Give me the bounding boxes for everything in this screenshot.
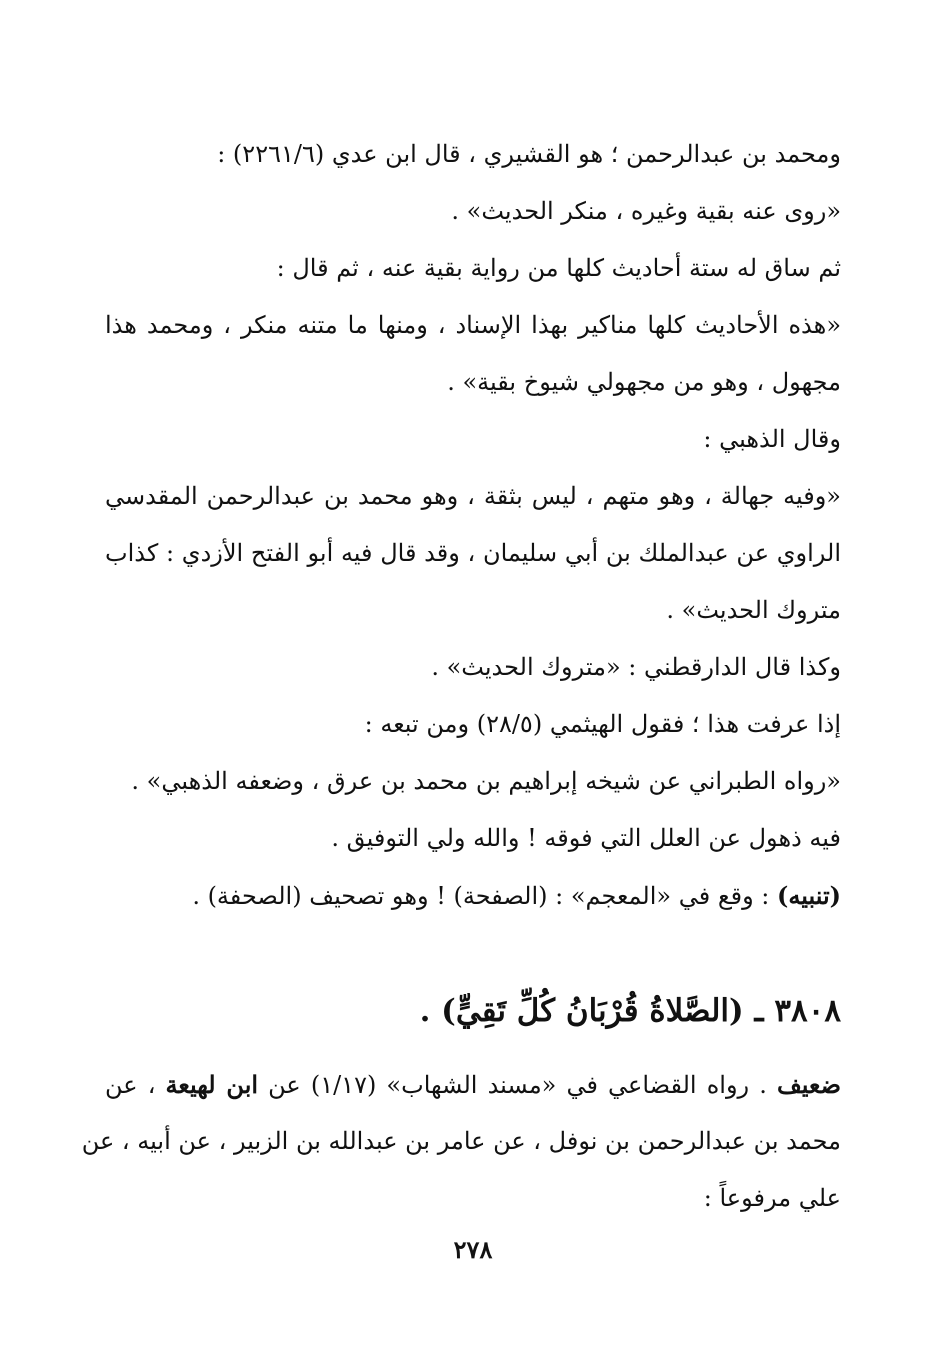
page-number: ٢٧٨ (453, 1235, 493, 1264)
text-line: «رواه الطبراني عن شيخه إبراهيم بن محمد بن عرق ، وضعفه الذهبي» . (131, 767, 841, 795)
grading-text: . رواه القضاعي في «مسند الشهاب» (١/١٧) عن (258, 1071, 777, 1099)
text-line: متروك الحديث» . (666, 596, 841, 624)
note-text: : وقع في «المعجم» : (الصفحة) ! وهو تصحيف (الصحفة) . (192, 882, 778, 910)
text-line: فيه ذهول عن العلل التي فوقه ! والله ولي التوفيق . (331, 824, 841, 852)
text-line: علي مرفوعاً : (703, 1184, 841, 1212)
grading-text-end: ، عن (105, 1071, 166, 1099)
text-line: ومحمد بن عبدالرحمن ؛ هو القشيري ، قال ابن عدي (٢٢٦١/٦) : (217, 140, 841, 168)
hadith-heading: ٣٨٠٨ ـ (الصَّلاةُ قُرْبَانُ كُلِّ تَقِيٍّ) . (419, 993, 841, 1029)
note-line (105, 867, 841, 924)
narrator-name: ابن لهيعة (165, 1070, 259, 1099)
text-line: «هذه الأحاديث كلها مناكير بهذا الإسناد ، ومنها ما متنه منكر ، ومحمد هذا (105, 311, 841, 339)
text-line: ثم ساق له ستة أحاديث كلها من رواية بقية عنه ، ثم قال : (276, 254, 841, 282)
text-line: وكذا قال الدارقطني : «متروك الحديث» . (431, 653, 841, 681)
text-line: مجهول ، وهو من مجهولي شيوخ بقية» . (447, 368, 841, 396)
text-line: محمد بن عبدالرحمن بن نوفل ، عن عامر بن عبدالله بن الزبير ، عن أبيه ، عن (81, 1127, 841, 1155)
text-line: وقال الذهبي : (703, 425, 841, 453)
grading-line (105, 1056, 841, 1113)
note-label: (تنبيه) (777, 881, 841, 910)
text-line: «روى عنه بقية وغيره ، منكر الحديث» . (451, 197, 841, 225)
body-text-upper (105, 126, 841, 924)
text-line: «وفيه جهالة ، وهو متهم ، ليس بثقة ، وهو محمد بن عبدالرحمن المقدسي (105, 482, 841, 510)
body-text-lower (81, 1056, 841, 1227)
text-line: إذا عرفت هذا ؛ فقول الهيثمي (٢٨/٥) ومن تبعه : (364, 710, 841, 738)
text-line: الراوي عن عبدالملك بن أبي سليمان ، وقد قال فيه أبو الفتح الأزدي : كذاب (105, 539, 842, 567)
grading-label: ضعيف (776, 1070, 841, 1099)
